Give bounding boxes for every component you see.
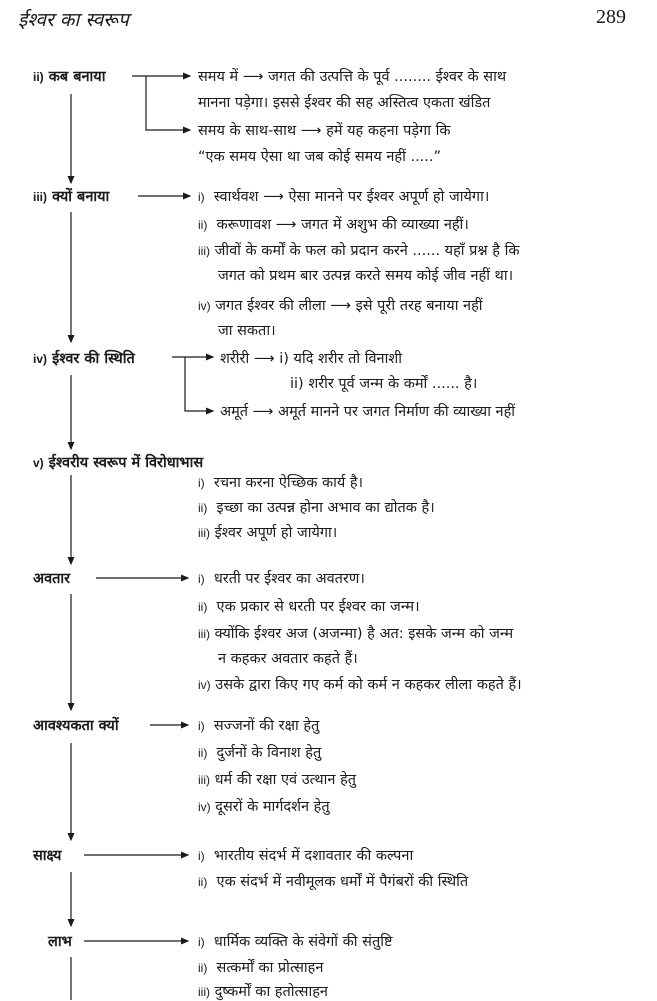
list-item: i) रचना करना ऐच्छिक कार्य है। [198, 475, 364, 491]
list-item: ii) इच्छा का उत्पन्न होना अभाव का द्योतक है। [198, 500, 435, 516]
list-item: iii) क्योंकि ईश्वर अज (अजन्मा) है अत: इसके जन्म को जन्म [198, 626, 514, 642]
list-item: iii) धर्म की रक्षा एवं उत्थान हेतु [198, 772, 357, 788]
list-item: iii) ईश्वर अपूर्ण हो जायेगा। [198, 525, 338, 541]
list-item: iii) दुष्कर्मों का हतोत्साहन [198, 984, 328, 1000]
list-item: ii) दुर्जनों के विनाश हेतु [198, 745, 322, 761]
list-item: ii) एक संदर्भ में नवीमूलक धर्मों में पैगंबरों की स्थिति [198, 874, 469, 890]
list-item: iv) जगत ईश्वर की लीला ⟶ इसे पूरी तरह बनाया नहीं [198, 298, 483, 314]
section-line: समय के साथ-साथ ⟶ हमें यह कहना पड़ेगा कि [198, 123, 451, 139]
branch-item: ii) शरीर पूर्व जन्म के कर्मों ...... है। [290, 376, 478, 392]
list-item: i) भारतीय संदर्भ में दशावतार की कल्पना [198, 848, 414, 864]
section-line: समय में ⟶ जगत की उत्पत्ति के पूर्व ........ ईश्वर के साथ [198, 69, 507, 85]
list-item: iv) दूसरों के मार्गदर्शन हेतु [198, 799, 330, 815]
page-number: 289 [596, 6, 626, 28]
list-item-continuation: न कहकर अवतार कहते हैं। [218, 651, 358, 667]
section-heading-god-state: iv) ईश्वर की स्थिति [33, 351, 135, 367]
list-item: ii) सत्कर्मों का प्रोत्साहन [198, 960, 324, 976]
section-line: “एक समय ऐसा था जब कोई समय नहीं .....” [198, 149, 442, 165]
section-line: मानना पड़ेगा। इससे ईश्वर की सह अस्तित्व एकता खंडित [198, 95, 491, 111]
section-heading-contradiction: v) ईश्वरीय स्वरूप में विरोधाभास [33, 455, 204, 471]
list-item: i) स्वार्थवश ⟶ ऐसा मानने पर ईश्वर अपूर्ण हो जायेगा। [198, 189, 490, 205]
section-heading-necessity: आवश्यकता क्यों [33, 718, 119, 734]
list-item: iv) उसके द्वारा किए गए कर्म को कर्म न कहकर लीला कहते हैं। [198, 677, 522, 693]
list-item: i) सज्जनों की रक्षा हेतु [198, 718, 320, 734]
list-item: i) धार्मिक व्यक्ति के संवेगों की संतुष्टि [198, 934, 393, 950]
list-item: iii) जीवों के कर्मों के फल को प्रदान करने ...... यहाँ प्रश्न है कि [198, 243, 520, 259]
running-header-title: ईश्वर का स्वरूप [18, 9, 129, 31]
list-item: ii) करूणावश ⟶ जगत में अशुभ की व्याख्या नहीं। [198, 217, 469, 233]
list-item-continuation: जा सकता। [218, 323, 276, 339]
section-heading-benefit: लाभ [48, 934, 72, 950]
list-item-continuation: जगत को प्रथम बार उत्पन्न करते समय कोई जीव नहीं था। [218, 268, 514, 284]
list-item: i) धरती पर ईश्वर का अवतरण। [198, 571, 365, 587]
section-heading-evidence: साक्ष्य [33, 848, 62, 864]
section-heading-why-created: iii) क्यों बनाया [33, 189, 110, 205]
section-heading-when-created: ii) कब बनाया [33, 69, 106, 85]
section-heading-avatar: अवतार [33, 571, 71, 587]
list-item: ii) एक प्रकार से धरती पर ईश्वर का जन्म। [198, 599, 420, 615]
branch-formless: अमूर्त ⟶ अमूर्त मानने पर जगत निर्माण की व्याख्या नहीं [220, 404, 516, 420]
branch-embodied: शरीरी ⟶ i) यदि शरीर तो विनाशी [220, 351, 402, 367]
